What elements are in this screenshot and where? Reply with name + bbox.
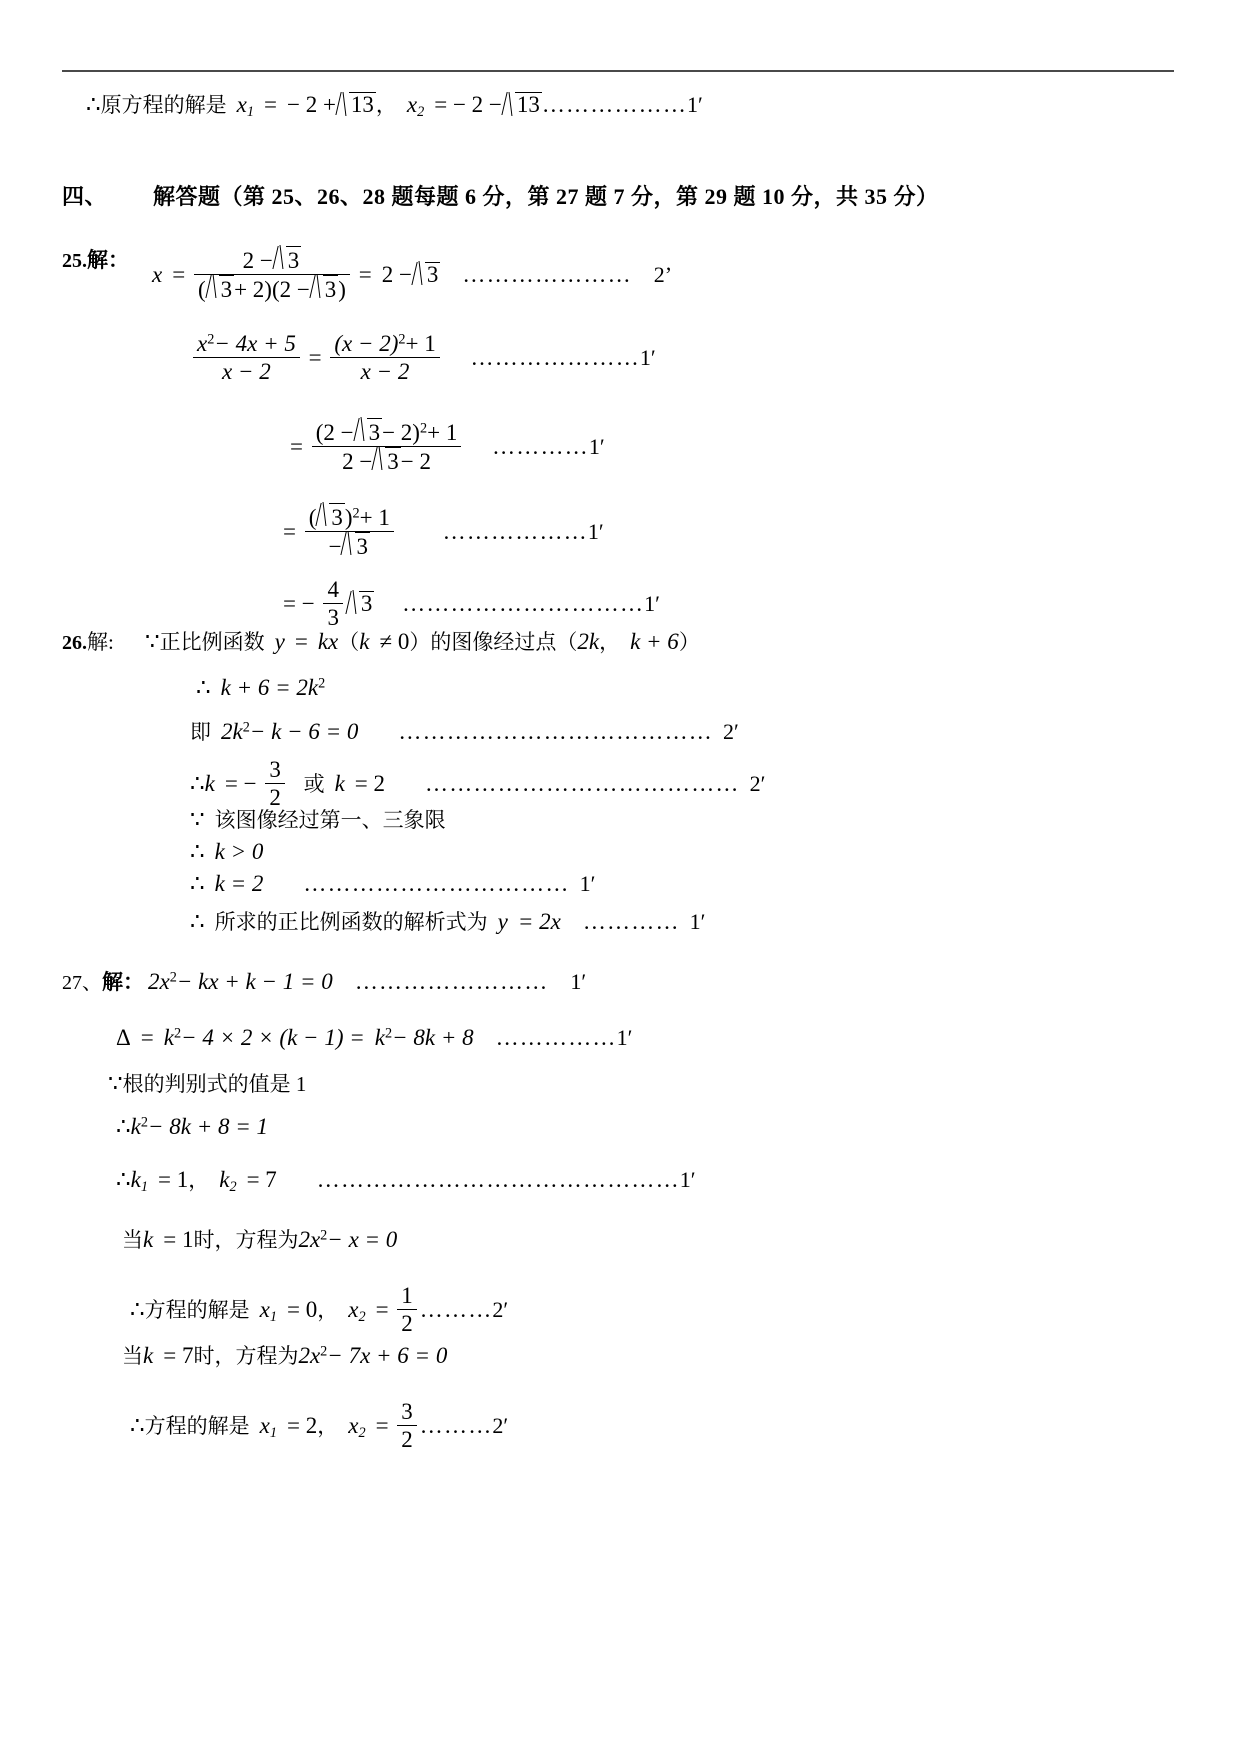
q26-l8-expr: = 2x [517, 909, 561, 934]
q26-point-x: 2k [577, 629, 600, 654]
q27-l6-expr-b: − x = 0 [327, 1227, 398, 1252]
q27-l7-x1-sub: 1 [269, 1308, 277, 1325]
q27-line7-dots: ……… [419, 1296, 493, 1322]
q26-fn-equals: = [294, 629, 308, 654]
q25-l3-numerator: $(2 - 3- 2)^2+ 1$ [312, 418, 462, 447]
q27-line-6 [122, 1228, 397, 1251]
sqrt-3-icon-rhs: 3 [413, 262, 440, 286]
comma-1: ， [375, 93, 397, 117]
sqrt-3-icon: 3 [274, 246, 301, 274]
because-symbol-q26-l5: ∵ [190, 807, 205, 832]
q27-line-5 [116, 1168, 696, 1194]
q25-l3-fraction [312, 418, 462, 475]
q27-line-4 [116, 1115, 268, 1138]
q25-l3-denominator: 2 − 3− 2 [342, 448, 431, 474]
answer-lead-text: 原方程的解是 [100, 93, 227, 117]
q27-l2-a: k [163, 1025, 174, 1050]
q27-line9-score: 2′ [492, 1412, 509, 1438]
q27-line1-score: 1′ [570, 969, 587, 994]
q26-l6-expression: k > 0 [214, 839, 264, 864]
q26-fn-kx: kx [317, 629, 339, 654]
q26-line8-score: 1′ [689, 909, 706, 934]
q26-line-1 [145, 630, 700, 653]
therefore-symbol: ∴ [86, 92, 101, 117]
q25-equals-2: = [358, 261, 372, 287]
q26-cond-k: k [359, 629, 370, 654]
q26-point-comma: ， [599, 630, 621, 654]
q27-k2: k [219, 1167, 230, 1192]
because-symbol-q26: ∵ [145, 629, 160, 654]
q27-l7-denominator: 2 [401, 1310, 413, 1336]
q27-l8-shi: 时，方程为 [193, 1344, 299, 1368]
q26-line4-score: 2′ [749, 770, 766, 796]
q27-l6-dang: 当 [122, 1228, 143, 1252]
therefore-symbol-q26-l7: ∴ [190, 871, 205, 896]
q25-fraction-denominator: ( 3+ 2)(2 − 3) [197, 276, 346, 302]
q26-cond-ne: ≠ 0 [379, 629, 410, 654]
q27-line2-score: 1′ [616, 1025, 633, 1050]
q27-l7-x1: x [259, 1296, 270, 1322]
q25-main-fraction [194, 246, 350, 303]
q27-l7-x2-sub: 2 [358, 1308, 366, 1325]
sqrt-3-icon-l4d: 3 [343, 532, 370, 560]
q27-l4-expr-b: − 8k + 8 = 1 [147, 1114, 269, 1139]
q25-l2-den-left: x − 2 [222, 358, 271, 384]
q27-l9-comma: ， [317, 1413, 339, 1438]
q27-l9-text: 方程的解是 [144, 1413, 250, 1438]
q25-l4-equals: = [283, 518, 296, 544]
sqrt-3-icon-den2: 3 [311, 275, 338, 303]
q27-l8-k: k [143, 1343, 154, 1368]
q27-line7-score: 2′ [492, 1296, 509, 1322]
q27-k1: k [130, 1167, 141, 1192]
section-heading [62, 180, 939, 211]
q27-line2-dots: …………… [495, 1025, 617, 1050]
q26-line-3 [190, 720, 739, 743]
q25-l3-equals: = [290, 433, 303, 459]
q25-line2-dots: ………………… [470, 344, 640, 370]
q27-l2-b: − 4 × 2 × (k − 1) = [181, 1025, 365, 1050]
q27-k2-value: = 7 [246, 1167, 277, 1192]
q27-l8-exponent: 2 [320, 1343, 328, 1360]
therefore-symbol-q26-l4: ∴ [190, 770, 205, 796]
q26-l1-text-a: 正比例函数 [159, 630, 265, 654]
q26-l1-text-c: ） [678, 630, 700, 654]
q27-l8-equals: = 7 [163, 1343, 194, 1368]
q25-l2-fraction-right [330, 330, 439, 385]
q27-number: 27、 [62, 972, 102, 994]
q26-l4-fraction [265, 756, 285, 811]
q26-line-7 [190, 872, 595, 895]
q27-l4-exponent: 2 [140, 1114, 148, 1131]
q27-l6-exponent: 2 [320, 1227, 328, 1244]
q26-l4-numerator: 3 [265, 756, 285, 784]
q25-line5-dots: ………………………… [402, 590, 645, 616]
q27-l9-denominator: 2 [401, 1426, 413, 1452]
q25-line-5 [283, 578, 660, 633]
q27-l6-equals: = 1 [163, 1227, 194, 1252]
q27-l9-fraction [397, 1398, 417, 1453]
q27-line-7 [130, 1284, 508, 1339]
q26-cond-open: （ [338, 630, 360, 654]
q26-point-y: k + 6 [630, 629, 679, 654]
q27-l8-expr-b: − 7x + 6 = 0 [327, 1343, 448, 1368]
question-25-label [62, 250, 129, 271]
q27-k2-subscript: 2 [229, 1178, 237, 1195]
q26-line-8 [190, 910, 705, 933]
q27-delta-symbol: Δ [116, 1025, 131, 1050]
q26-l7-expression: k = 2 [214, 871, 264, 896]
q27-l3-text: 根的判别式的值是 1 [122, 1072, 307, 1096]
q27-l2-d: − 8k + 8 [392, 1025, 474, 1050]
q26-line-6 [190, 840, 263, 863]
q25-lhs-x: x [152, 261, 163, 287]
question-27-label [62, 972, 144, 993]
q26-l4-denominator: 2 [269, 784, 281, 810]
q27-l7-fraction [397, 1282, 417, 1337]
q25-line5-score: 1′ [644, 590, 660, 616]
q27-l9-x2-equals: = [375, 1412, 389, 1438]
x2-value-prefix: = − 2 − [434, 92, 502, 117]
q27-l7-x2: x [348, 1296, 359, 1322]
q27-l6-expr-a: 2x [298, 1227, 321, 1252]
q27-l9-x2: x [348, 1412, 359, 1438]
q26-l4-equals: = − [224, 770, 257, 796]
q27-line-9 [130, 1400, 508, 1455]
q27-line-1 [148, 970, 586, 993]
q27-line-3 [108, 1072, 306, 1095]
q25-l5-equals: = − [283, 590, 315, 616]
q27-l6-k: k [143, 1227, 154, 1252]
x1-value-prefix: − 2 + [286, 92, 336, 117]
q25-l2-fraction-left [193, 330, 300, 385]
q27-line1-dots: …………………… [354, 969, 549, 994]
q26-l3-expr-a: 2k [221, 719, 243, 744]
q25-line2-score: 1′ [639, 344, 656, 370]
q26-l4-k2: k [334, 770, 345, 796]
q27-l2-equals: = [140, 1025, 154, 1050]
q26-l3-ji: 即 [190, 720, 211, 744]
therefore-symbol-q27-l5: ∴ [116, 1167, 131, 1192]
sqrt-13-icon-2: 13 [503, 92, 542, 116]
x1-subscript: 1 [246, 103, 254, 120]
q26-line8-dots: ………… [582, 909, 680, 934]
x1-equals: = [263, 92, 277, 117]
q26-line7-dots: …………………………… [303, 871, 570, 896]
q26-line3-score: 2′ [722, 719, 739, 744]
q25-jie: 解： [87, 248, 129, 272]
therefore-symbol-q27-l7: ∴ [130, 1296, 145, 1322]
q27-l7-text: 方程的解是 [144, 1297, 250, 1322]
q25-line4-dots: ……………… [442, 518, 588, 544]
q27-l6-shi: 时，方程为 [193, 1228, 299, 1252]
q27-line5-dots: ……………………………………… [316, 1167, 680, 1192]
x2-subscript: 2 [417, 103, 425, 120]
q25-l2-num-left: $x^2- 4x + 5$ [193, 330, 300, 358]
q27-line5-score: 1′ [679, 1167, 696, 1192]
q27-l2-c-exp: 2 [384, 1025, 393, 1042]
q27-l9-x1-sub: 1 [269, 1424, 277, 1441]
therefore-symbol-q26-l8: ∴ [190, 909, 205, 934]
q26-fn-y: y [274, 629, 285, 654]
q27-l7-numerator: 1 [397, 1282, 417, 1310]
q25-equals-1: = [172, 261, 186, 287]
q27-l9-x1: x [259, 1412, 270, 1438]
q26-l5-text: 该图像经过第一、三象限 [214, 808, 446, 832]
q26-l8-text: 所求的正比例函数的解析式为 [214, 910, 488, 934]
sqrt-3-icon-l4n: 3 [317, 503, 344, 531]
q26-l2-exponent: 2 [318, 675, 326, 692]
q27-line-2 [116, 1026, 632, 1049]
section-title: 解答题（第 25、26、28 题每题 6 分，第 27 题 7 分，第 29 题 10 分，共 35 分） [153, 184, 939, 209]
q25-number: 25. [62, 250, 87, 272]
sqrt-3-icon-l5: 3 [347, 591, 374, 615]
q25-l4-numerator: ( 3)$^2$+ 1 [305, 503, 394, 532]
q27-l9-x1-value: = 2 [286, 1412, 318, 1438]
score-mark: 1′ [687, 92, 703, 117]
q26-line4-dots: ………………………………… [425, 770, 740, 796]
question-26-label [62, 632, 114, 653]
therefore-symbol-q27-l9: ∴ [130, 1412, 145, 1438]
q27-l1-expr-a: 2x [148, 969, 170, 994]
q25-fraction-numerator: 2 − 3 [194, 246, 350, 275]
q26-l1-text-b: 的图像经过点（ [430, 630, 578, 654]
sqrt-3-icon-l3d: 3 [373, 447, 400, 475]
answer-line-previous-question [86, 92, 703, 119]
q27-l2-a-exp: 2 [174, 1025, 182, 1042]
q27-l7-x1-value: = 0 [286, 1296, 318, 1322]
q26-line7-score: 1′ [579, 871, 596, 896]
sqrt-13-icon: 13 [337, 92, 376, 116]
q25-l5-fraction [323, 576, 343, 631]
q26-l4-k: k [204, 770, 215, 796]
q26-cond-close: ） [409, 630, 431, 654]
q27-l8-dang: 当 [122, 1344, 143, 1368]
q26-l3-exponent: 2 [242, 719, 250, 736]
q25-l5-denominator: 3 [327, 604, 339, 630]
q25-line1-dots: ………………… [462, 261, 632, 287]
q26-jie: 解: [87, 630, 114, 654]
q27-l7-x2-equals: = [375, 1296, 389, 1322]
section-number: 四、 [62, 184, 108, 209]
sqrt-3-icon-den1: 3 [207, 275, 234, 303]
q27-l9-x2-sub: 2 [358, 1424, 366, 1441]
q26-l4-or: 或 [303, 771, 325, 796]
q25-line-1 [152, 248, 672, 305]
q25-line-2 [190, 332, 656, 387]
q25-l2-num-right: $(x - 2)^2+ 1$ [330, 330, 439, 358]
q25-line3-score: 1′ [588, 433, 605, 459]
header-rule [62, 70, 1174, 72]
q27-l9-numerator: 3 [397, 1398, 417, 1426]
q25-l5-numerator: 4 [323, 576, 343, 604]
because-symbol-q27-l3: ∵ [108, 1071, 123, 1096]
q27-line-8 [122, 1344, 447, 1367]
q27-jie: 解： [102, 970, 144, 994]
q25-result: 2 − [381, 261, 412, 287]
q26-line-5 [190, 808, 446, 831]
q27-l7-comma: ， [317, 1297, 339, 1322]
q25-line4-score: 1′ [587, 518, 604, 544]
x1-variable: x [236, 92, 247, 117]
q27-l1-expr-b: − kx + k − 1 = 0 [176, 969, 333, 994]
q27-k1-value: = 1 [157, 1167, 189, 1192]
q25-l2-equals: = [308, 344, 322, 370]
q25-line-4 [283, 505, 604, 562]
sqrt-3-icon-l3n: 3 [355, 418, 382, 446]
q26-l2-expression: k + 6 = 2k [220, 675, 319, 700]
q25-line1-score: 2’ [653, 261, 673, 287]
q27-line9-dots: ……… [419, 1412, 493, 1438]
q27-l8-expr-a: 2x [298, 1343, 321, 1368]
q26-number: 26. [62, 632, 87, 654]
q27-l1-exponent: 2 [169, 969, 177, 986]
therefore-symbol-q26-l6: ∴ [190, 839, 205, 864]
q26-l8-y: y [497, 909, 508, 934]
leader-dots: ……………… [541, 92, 688, 117]
q25-l4-fraction [305, 503, 394, 560]
q26-line-4 [190, 758, 765, 813]
q25-l2-den-right: x − 2 [360, 358, 410, 384]
x2-variable: x [406, 92, 418, 117]
q26-l3-expr-b: − k − 6 = 0 [249, 719, 359, 744]
q27-l4-expr-a: k [130, 1114, 141, 1139]
q27-l5-comma: ， [188, 1168, 210, 1192]
q26-l4-equals-2: = 2 [354, 770, 386, 796]
therefore-symbol-q27-l4: ∴ [116, 1114, 131, 1139]
q25-l4-denominator: − 3 [328, 533, 369, 559]
q27-k1-subscript: 1 [140, 1178, 148, 1195]
q25-line-3 [290, 420, 605, 477]
therefore-symbol-q26-l2: ∴ [196, 675, 211, 700]
q27-l2-c: k [374, 1025, 385, 1050]
q26-line-2 [196, 676, 325, 699]
q25-line3-dots: ………… [492, 433, 589, 459]
q26-line3-dots: ………………………………… [398, 719, 713, 744]
